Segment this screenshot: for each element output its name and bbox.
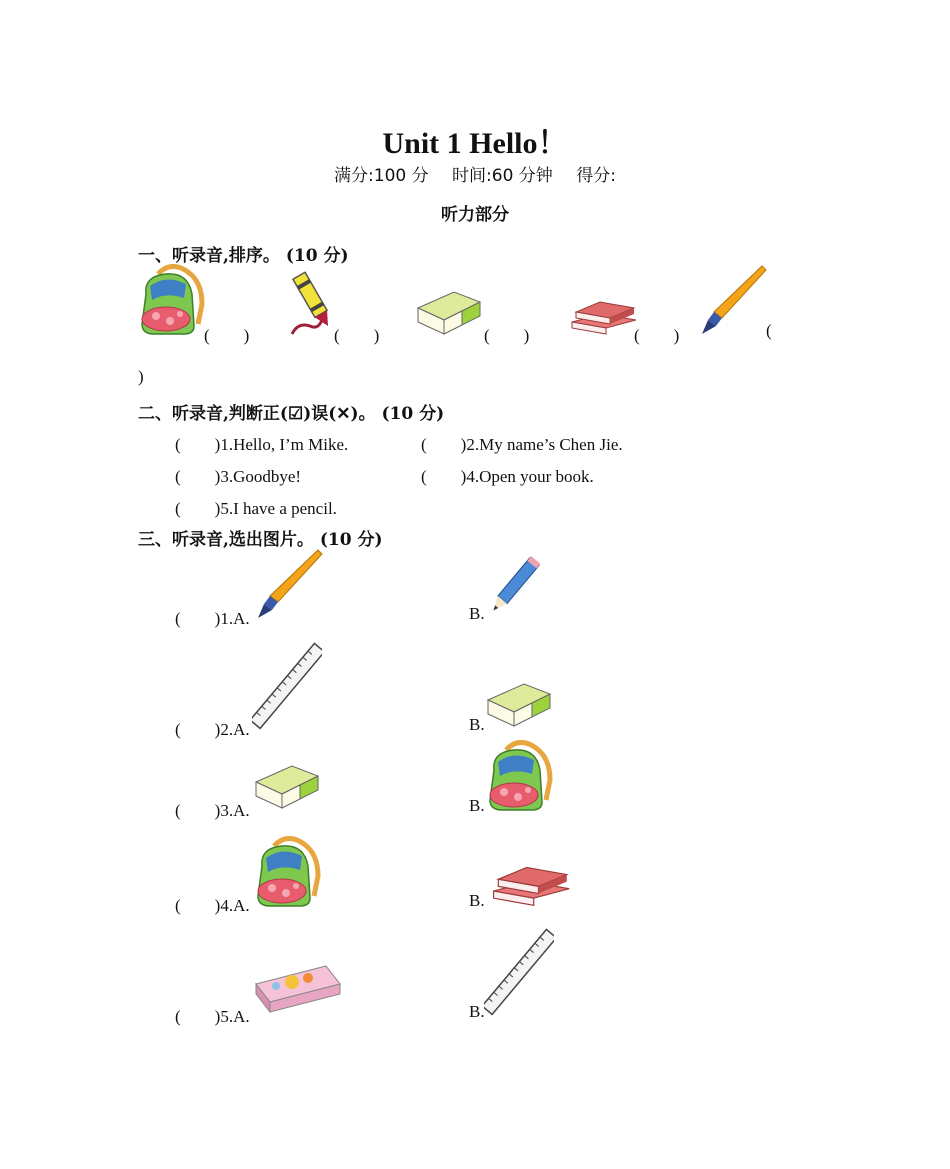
eraser-icon bbox=[252, 754, 322, 810]
answer-blank[interactable]: ( ) bbox=[175, 896, 221, 915]
book-icon bbox=[486, 858, 572, 910]
answer-blank[interactable]: ( ) bbox=[175, 720, 221, 739]
backpack-icon bbox=[252, 836, 322, 908]
pen-icon bbox=[698, 264, 768, 336]
s3-item-2: ( )2.A. bbox=[175, 720, 250, 739]
s3-item-1-b-label[interactable]: B. bbox=[469, 604, 485, 623]
answer-blank[interactable]: ( ) bbox=[175, 467, 221, 486]
section3-heading: 三、听录音,选出图片。 (10 分) bbox=[138, 530, 383, 550]
s1-blank-4[interactable]: ( ) bbox=[634, 326, 680, 345]
eraser-icon bbox=[484, 672, 554, 728]
answer-blank[interactable]: ( ) bbox=[175, 801, 221, 820]
s3-item-4: ( )4.A. bbox=[175, 896, 250, 915]
answer-blank[interactable]: ( ) bbox=[175, 435, 221, 454]
page-title: Unit 1 Hello！ bbox=[382, 127, 568, 160]
section2-heading: 二、听录音,判断正(☑)误(✕)。 (10 分) bbox=[138, 404, 445, 424]
pencil-icon bbox=[484, 550, 544, 622]
part-title: 听力部分 bbox=[441, 205, 509, 225]
backpack-icon bbox=[136, 264, 206, 336]
s2-item-3: ( )3.Goodbye! bbox=[175, 467, 302, 486]
s3-item-5: ( )5.A. bbox=[175, 1007, 250, 1026]
s1-blank-1[interactable]: ( ) bbox=[204, 326, 250, 345]
s3-item-2-b-label[interactable]: B. bbox=[469, 715, 485, 734]
time-limit: 时间:60 分钟 bbox=[452, 166, 553, 186]
score-field: 得分: bbox=[576, 166, 616, 186]
s2-item-1: ( )1.Hello, I’m Mike. bbox=[175, 435, 349, 454]
answer-blank[interactable]: ( ) bbox=[175, 1007, 221, 1026]
s3-item-3-b-label[interactable]: B. bbox=[469, 796, 485, 815]
s3-item-3: ( )3.A. bbox=[175, 801, 250, 820]
s3-item-5-b-label[interactable]: B. bbox=[469, 1002, 485, 1021]
crayon-icon bbox=[288, 264, 338, 336]
pencil-case-icon bbox=[252, 960, 342, 1016]
s1-blank-2[interactable]: ( ) bbox=[334, 326, 380, 345]
s1-blank-3[interactable]: ( ) bbox=[484, 326, 530, 345]
s1-blank-5-close: ) bbox=[138, 367, 144, 386]
answer-blank[interactable]: ( ) bbox=[421, 435, 467, 454]
ruler-icon bbox=[252, 642, 322, 732]
s3-item-4-b-label[interactable]: B. bbox=[469, 891, 485, 910]
section1-heading: 一、听录音,排序。 (10 分) bbox=[138, 246, 349, 266]
s3-item-1: ( )1.A. bbox=[175, 609, 250, 628]
pen-icon bbox=[254, 548, 324, 620]
ruler-icon bbox=[484, 928, 554, 1018]
eraser-icon bbox=[414, 280, 484, 336]
s2-item-4: ( )4.Open your book. bbox=[421, 467, 594, 486]
book-icon bbox=[566, 294, 638, 338]
s2-item-5: ( )5.I have a pencil. bbox=[175, 499, 337, 518]
s2-item-2: ( )2.My name’s Chen Jie. bbox=[421, 435, 623, 454]
answer-blank[interactable]: ( ) bbox=[175, 499, 221, 518]
exam-meta bbox=[0, 161, 950, 186]
answer-blank[interactable]: ( ) bbox=[175, 609, 221, 628]
full-score: 满分:100 分 bbox=[334, 166, 429, 186]
backpack-icon bbox=[484, 740, 554, 812]
s1-blank-5-open[interactable]: ( bbox=[766, 321, 772, 340]
answer-blank[interactable]: ( ) bbox=[421, 467, 467, 486]
